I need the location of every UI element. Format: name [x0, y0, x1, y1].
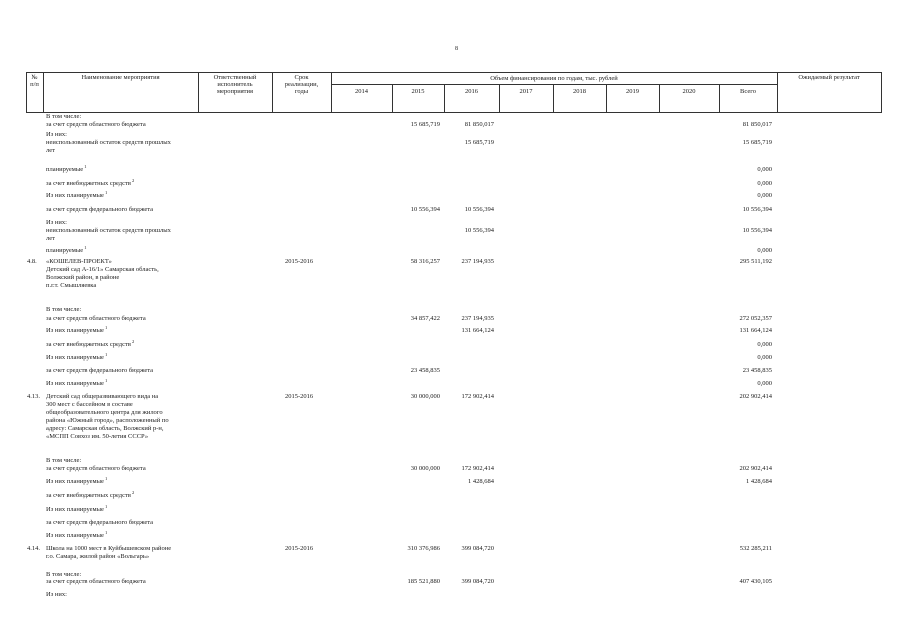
row-name-line: 300 мест с бассейном в составе — [46, 401, 133, 408]
row-term: 2015-2016 — [285, 545, 314, 552]
footnote-marker: 1 — [103, 351, 108, 357]
value-total: 0,000 — [757, 341, 772, 348]
value-total: 532 285,211 — [739, 545, 772, 552]
row-name-line: г.о. Самара, жилой район «Вольгарь» — [46, 553, 150, 560]
value-2016: 399 084,720 — [461, 578, 494, 585]
value-total: 23 458,835 — [742, 367, 772, 374]
row-name-line: Волжский район, в районе — [46, 274, 120, 281]
row-name-line: Из них планируемые $^1$ — [46, 503, 108, 513]
header-year-2017: 2017 — [519, 88, 533, 95]
row-name-line: Из них планируемые $^1$ — [46, 351, 108, 361]
funding-subheader-line — [331, 84, 777, 85]
footnote-marker: 1 — [103, 189, 108, 195]
row-number: 4.14. — [27, 545, 40, 552]
value-total: 81 850,017 — [742, 121, 772, 128]
value-total: 1 428,684 — [746, 478, 772, 485]
value-2016: 10 556,394 — [464, 227, 494, 234]
value-total: 0,000 — [757, 166, 772, 173]
row-name-line: В том числе: — [46, 113, 82, 120]
value-2016: 10 556,394 — [464, 206, 494, 213]
row-name-line: за счет средств областного бюджета — [46, 465, 146, 472]
value-2016: 15 685,719 — [464, 139, 494, 146]
footnote-marker: 1 — [103, 377, 108, 383]
row-name-line: Из них: — [46, 131, 67, 138]
row-name-line: планируемые $^1$ — [46, 244, 87, 254]
row-term: 2015-2016 — [285, 393, 314, 400]
value-2016: 81 850,017 — [464, 121, 494, 128]
row-term: 2015-2016 — [285, 258, 314, 265]
row-name-line: за счет внебюджетных средств $^2$ — [46, 338, 135, 348]
header-year-2016: 2016 — [465, 88, 478, 95]
row-name-line: за счет средств областного бюджета — [46, 578, 146, 585]
value-2016: 131 664,124 — [461, 327, 494, 334]
header-year-2014: 2014 — [355, 88, 368, 95]
row-name-line: «МСПП Совхоз им. 50-летия СССР» — [46, 433, 149, 440]
row-name-line: за счет средств областного бюджета — [46, 315, 146, 322]
value-2016: 1 428,684 — [468, 478, 494, 485]
header-funding: Объем финансирования по годам, тыс. рублей — [490, 75, 618, 82]
footnote-marker: 2 — [130, 177, 135, 183]
row-name-line: Детский сад общеразвивающего вида на — [46, 393, 159, 400]
row-name-line: за счет средств федерального бюджета — [46, 519, 154, 526]
header-total: Всего — [740, 88, 756, 95]
row-name-line: за счет средств федерального бюджета — [46, 367, 154, 374]
row-name-line: В том числе: — [46, 571, 82, 578]
value-total: 295 511,192 — [739, 258, 772, 265]
row-name-line: п.г.т. Смышляевка — [46, 282, 97, 289]
header-year-2015: 2015 — [411, 88, 425, 95]
footnote-marker: 2 — [130, 489, 135, 495]
row-name-line: В том числе: — [46, 457, 82, 464]
row-name-line: неиспользованный остаток средств прошлых — [46, 227, 171, 234]
row-name-line: «КОШЕЛЕВ-ПРОЕКТ» — [46, 258, 112, 265]
row-name-line: Из них: — [46, 591, 67, 598]
footnote-marker: 1 — [83, 163, 87, 169]
header-bottom-border — [26, 112, 882, 113]
row-name-line: Из них планируемые $^1$ — [46, 324, 108, 334]
value-2015: 30 000,000 — [410, 465, 440, 472]
row-name-line: Из них: — [46, 219, 67, 226]
footnote-marker: 1 — [83, 244, 87, 250]
row-name-line: В том числе: — [46, 306, 82, 313]
row-name-line: за счет внебюджетных средств $^2$ — [46, 177, 135, 187]
header-executor: Ответственный исполнитель мероприятия — [213, 74, 257, 95]
row-name-line: лет — [46, 235, 55, 242]
row-name-line: адресу: Самарская область, Волжский р-н, — [46, 425, 164, 432]
row-number: 4.8. — [27, 258, 37, 265]
value-total: 0,000 — [757, 247, 772, 254]
row-name-line: планируемые $^1$ — [46, 163, 87, 173]
value-2015: 10 556,394 — [410, 206, 440, 213]
value-total: 0,000 — [757, 192, 772, 199]
header-year-2019: 2019 — [626, 88, 639, 95]
value-2015: 34 857,422 — [410, 315, 440, 322]
value-total: 0,000 — [757, 380, 772, 387]
value-total: 202 902,414 — [739, 393, 772, 400]
value-total: 10 556,394 — [742, 206, 772, 213]
value-2015: 185 521,880 — [407, 578, 440, 585]
value-2015: 310 376,986 — [407, 545, 440, 552]
row-name-line: за счет средств областного бюджета — [46, 121, 146, 128]
value-total: 15 685,719 — [742, 139, 772, 146]
row-name-line: лет — [46, 147, 55, 154]
row-number: 4.13. — [27, 393, 40, 400]
value-total: 131 664,124 — [739, 327, 772, 334]
footnote-marker: 1 — [103, 529, 108, 535]
value-2016: 399 084,720 — [461, 545, 494, 552]
header-result: Ожидаемый результат — [798, 74, 860, 81]
header-no: № п/п — [30, 74, 39, 88]
value-total: 0,000 — [757, 354, 772, 361]
row-name-line: Из них планируемые $^1$ — [46, 377, 108, 387]
row-name-line: Из них планируемые $^1$ — [46, 189, 108, 199]
header-year-2020: 2020 — [682, 88, 696, 95]
footnote-marker: 1 — [103, 503, 108, 509]
footnote-marker: 1 — [103, 475, 108, 481]
row-name-line: района «Южный город», расположенный по — [46, 417, 169, 424]
header-name: Наименование мероприятия — [81, 74, 160, 81]
page-number: 8 — [455, 46, 458, 52]
value-2016: 172 902,414 — [461, 393, 494, 400]
row-name-line: общеобразовательного центра для жилого — [46, 409, 163, 416]
table-top-border — [26, 72, 882, 73]
row-name-line: Из них планируемые $^1$ — [46, 529, 108, 539]
row-name-line: за счет средств федерального бюджета — [46, 206, 154, 213]
row-name-line: за счет внебюджетных средств $^2$ — [46, 489, 135, 499]
value-2016: 172 902,414 — [461, 465, 494, 472]
value-total: 0,000 — [757, 180, 772, 187]
value-2015: 58 316,257 — [410, 258, 440, 265]
value-2015: 15 685,719 — [410, 121, 440, 128]
row-name-line: Детский сад А-16/1» Самарская область, — [46, 266, 159, 273]
value-total: 272 052,357 — [739, 315, 772, 322]
value-total: 202 902,414 — [739, 465, 772, 472]
row-name-line: неиспользованный остаток средств прошлых — [46, 139, 171, 146]
footnote-marker: 2 — [130, 338, 135, 344]
value-2015: 30 000,000 — [410, 393, 440, 400]
row-name-line: Из них планируемые $^1$ — [46, 475, 108, 485]
value-2016: 237 194,935 — [461, 315, 494, 322]
value-2016: 237 194,935 — [461, 258, 494, 265]
value-total: 10 556,394 — [742, 227, 772, 234]
value-total: 407 430,105 — [739, 578, 772, 585]
header-term: Срок реализации, годы — [284, 74, 319, 95]
footnote-marker: 1 — [103, 324, 108, 330]
row-name-line: Школа на 1000 мест в Куйбышевском районе — [46, 545, 172, 552]
col-border — [881, 72, 882, 112]
value-2015: 23 458,835 — [410, 367, 440, 374]
header-year-2018: 2018 — [573, 88, 586, 95]
